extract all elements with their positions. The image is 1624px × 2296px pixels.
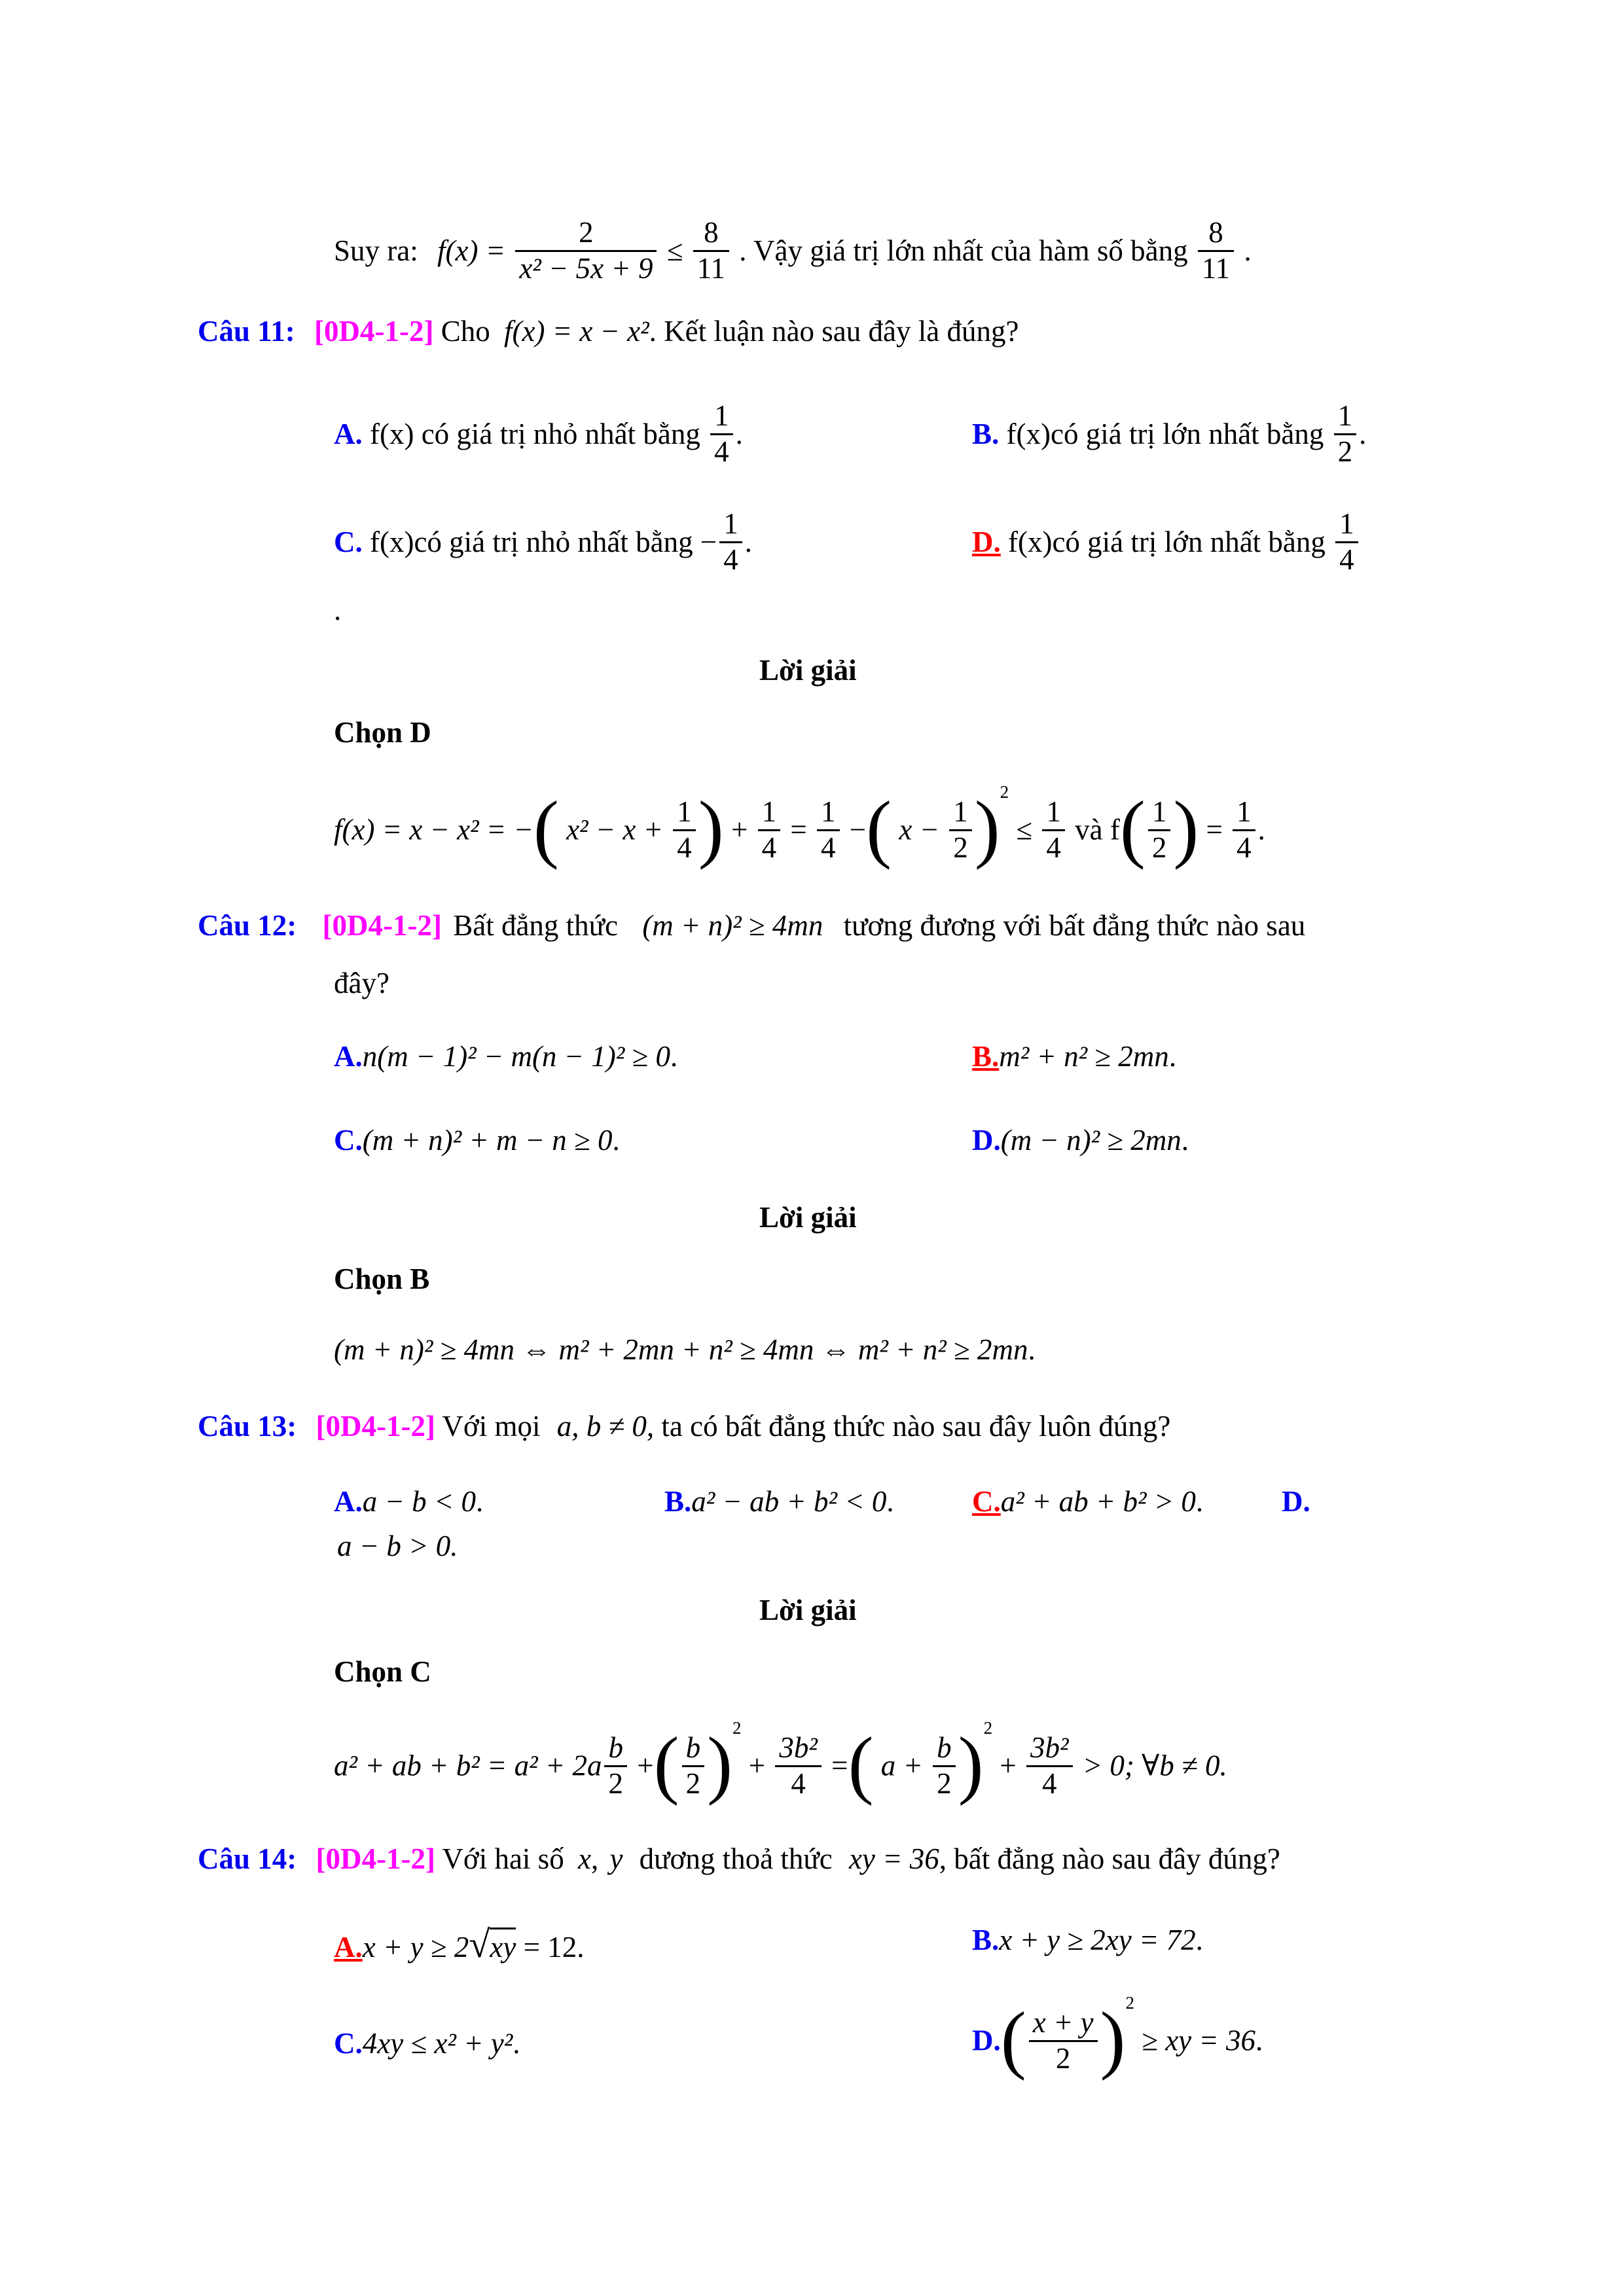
q14-stem [198, 1844, 1280, 1874]
exponent: 2 [983, 1718, 993, 1738]
sol-part: a² + ab + b² = a² + 2a [334, 1749, 602, 1782]
option-end: . [1195, 1485, 1204, 1518]
stem-post: tương đương với bất đẳng thức nào sau [843, 909, 1306, 942]
stem-mid: dương thoả thức [639, 1842, 833, 1875]
fraction [1233, 795, 1255, 865]
fraction-numerator: 1 [1042, 795, 1065, 831]
fraction-denominator: 11 [696, 251, 726, 285]
fraction-denominator: 4 [821, 831, 836, 864]
paren-open: ( [533, 786, 559, 871]
fraction-denominator: 4 [1339, 543, 1354, 576]
option-letter: A. [334, 1485, 363, 1518]
q13-option-c[interactable] [972, 1487, 1203, 1516]
fraction-denominator: 4 [723, 543, 738, 576]
fraction-numerator: 2 [515, 216, 657, 252]
q13-solution-equation [334, 1718, 1227, 1807]
fraction-denominator: x² − 5x + 9 [519, 251, 653, 285]
q11-option-a[interactable] [334, 399, 743, 469]
option-end: . [612, 1124, 620, 1157]
option-math: a − b < 0 [362, 1485, 476, 1518]
option-fraction [1335, 507, 1358, 577]
option-letter: C. [334, 2027, 363, 2060]
q14-option-d[interactable] [972, 1993, 1263, 2082]
option-end: . [513, 2027, 520, 2060]
question-tag: [0D4-1-2] [316, 1842, 435, 1875]
fraction-numerator: b [933, 1731, 956, 1767]
fraction [1029, 2006, 1098, 2076]
fraction [1042, 795, 1065, 865]
stem-post: . Kết luận nào sau đây là đúng? [649, 315, 1019, 348]
option-math: a² − ab + b² < 0 [691, 1485, 887, 1518]
sol-part: = [1206, 813, 1223, 846]
option-math: x + y ≥ 2xy = 72 [999, 1924, 1196, 1956]
option-end: . [1195, 1924, 1203, 1956]
paren-open: ( [1119, 786, 1146, 871]
stem-pre: Cho [441, 315, 490, 348]
question-tag: [0D4-1-2] [322, 909, 442, 942]
stem-math: f(x) = x − x² [504, 315, 649, 348]
fraction [817, 795, 840, 865]
option-math: m² + n² ≥ 2mn [999, 1040, 1169, 1073]
sol-part: > 0; ∀b ≠ 0. [1082, 1749, 1227, 1782]
stem-comma: , [590, 1842, 599, 1875]
question-label: Câu 14: [198, 1842, 297, 1875]
option-end: . [886, 1485, 894, 1518]
option-math: x + y ≥ 2 [362, 1931, 469, 1964]
q13-solution-title: Lời giải [759, 1594, 857, 1626]
fraction-denominator: 2 [1337, 435, 1353, 468]
option-fraction [710, 399, 733, 469]
fraction-denominator: 2 [953, 831, 968, 864]
sol-part: f(x) = x − x² = − [334, 813, 533, 846]
fraction [949, 795, 972, 865]
paren-close: ) [707, 1722, 733, 1807]
q12-option-b[interactable] [972, 1042, 1176, 1071]
fraction [775, 1731, 821, 1801]
fraction-numerator: 3b² [1026, 1731, 1073, 1767]
option-end: . [1359, 417, 1367, 450]
option-letter: A. [334, 1040, 363, 1073]
fraction [604, 1731, 627, 1801]
paren-close: ) [958, 1722, 984, 1807]
sol-part: x² − x + [566, 813, 663, 846]
option-math: 4xy ≤ x² + y² [362, 2027, 513, 2060]
q12-option-a[interactable] [334, 1042, 677, 1071]
stem-y: y [609, 1842, 623, 1875]
fraction-numerator: 1 [949, 795, 972, 831]
question-label: Câu 12: [198, 909, 297, 942]
fraction-numerator: 1 [1148, 795, 1171, 831]
fraction [758, 795, 781, 865]
fraction [682, 1731, 705, 1801]
paren-close: ) [698, 786, 724, 871]
fraction-numerator: 3b² [775, 1731, 821, 1767]
fraction-numerator: 1 [710, 399, 733, 435]
solution-math: (m + n)² ≥ 4mn ⇔ m² + 2mn + n² ≥ 4mn ⇔ m² + n² ≥ 2mn [334, 1333, 1028, 1366]
stem-post: , bất đẳng nào sau đây đúng? [939, 1842, 1280, 1875]
fraction-numerator: b [604, 1731, 627, 1767]
fraction-numerator: b [682, 1731, 705, 1767]
option-fraction [719, 507, 742, 577]
fraction-denominator: 4 [1046, 831, 1061, 864]
sol-part: + [637, 1749, 654, 1782]
sol-part: = [790, 813, 807, 846]
fraction [673, 795, 696, 865]
q11-stray-dot: . [334, 594, 342, 626]
q13-stem [198, 1412, 1170, 1441]
intro-le: ≤ [666, 234, 683, 267]
question-tag: [0D4-1-2] [314, 315, 434, 348]
sqrt-radicand: xy [490, 1928, 516, 1964]
paren-open: ( [848, 1722, 874, 1807]
q12-option-c[interactable] [334, 1126, 620, 1155]
intro-fraction-1 [515, 216, 657, 286]
sol-part: + [731, 813, 748, 846]
question-label: Câu 13: [198, 1410, 297, 1443]
option-letter: D. [972, 1124, 1001, 1157]
q11-solution-title: Lời giải [759, 654, 857, 687]
fraction-denominator: 4 [677, 831, 692, 864]
q13-choice: Chọn C [334, 1655, 431, 1688]
option-letter-correct: D. [972, 525, 1001, 558]
stem-pre: Với mọi [442, 1410, 541, 1443]
sol-part: + [748, 1749, 766, 1782]
fraction-numerator: 1 [758, 795, 781, 831]
stem-math: xy = 36 [848, 1842, 939, 1875]
option-letter-correct: B. [972, 1040, 1000, 1073]
option-end: . [577, 1931, 585, 1964]
fraction-numerator: 1 [719, 507, 742, 543]
paren-close: ) [974, 786, 1000, 871]
option-letter-correct: C. [972, 1485, 1001, 1518]
sol-part: + [1000, 1749, 1017, 1782]
intro-fraction-3 [1198, 216, 1234, 286]
q13-option-b[interactable] [664, 1487, 894, 1516]
stem-x: x [577, 1842, 591, 1875]
fraction-numerator: 8 [1198, 216, 1234, 252]
q11-option-d[interactable] [972, 507, 1361, 577]
option-end: . [1181, 1124, 1189, 1157]
option-letter: B. [972, 417, 1000, 450]
fraction-numerator: 1 [1334, 399, 1357, 435]
option-letter: B. [664, 1485, 692, 1518]
fraction-denominator: 4 [791, 1767, 806, 1800]
option-math: a² + ab + b² > 0 [1000, 1485, 1196, 1518]
fraction-numerator: x + y [1029, 2006, 1098, 2042]
intro-text: . Vậy giá trị lớn nhất của hàm số bằng [739, 234, 1188, 267]
fraction-numerator: 1 [817, 795, 840, 831]
q12-solution-title: Lời giải [759, 1201, 857, 1234]
stem-pre: Bất đẳng thức [453, 909, 619, 942]
q13-option-d[interactable] [1282, 1487, 1310, 1516]
paren-open: ( [866, 786, 892, 871]
option-end: . [744, 525, 752, 558]
fraction-denominator: 2 [1055, 2041, 1071, 2075]
intro-fx: f(x) = [437, 234, 506, 267]
q11-choice: Chọn D [334, 716, 431, 749]
fraction-denominator: 4 [714, 435, 729, 468]
option-end: . [1168, 1040, 1177, 1073]
paren-close: ) [1173, 786, 1199, 871]
option-letter: A. [334, 417, 363, 450]
fraction-numerator: 8 [693, 216, 729, 252]
q11-option-c[interactable] [334, 507, 752, 577]
q11-solution-equation [334, 782, 1265, 871]
q13-option-a[interactable] [334, 1487, 483, 1516]
sol-part: = [831, 1749, 848, 1782]
q14-option-a[interactable] [334, 1923, 585, 1965]
q11-option-b[interactable] [972, 399, 1366, 469]
option-letter: D. [1282, 1485, 1310, 1518]
sol-part: ≤ [1016, 813, 1033, 846]
option-text: f(x)có giá trị lớn nhất bằng [1006, 417, 1324, 450]
option-fraction [1334, 399, 1357, 469]
fraction [933, 1731, 956, 1801]
sqrt-icon: √ [469, 1923, 490, 1965]
option-letter: C. [334, 525, 363, 558]
option-sign: − [700, 525, 717, 558]
intro-prefix: Suy ra: [334, 234, 418, 267]
sol-part: − [849, 813, 867, 846]
fraction [1148, 795, 1171, 865]
q14-option-b[interactable] [972, 1926, 1203, 1955]
q14-option-c[interactable] [334, 2029, 520, 2058]
option-end: . [1255, 2024, 1263, 2057]
question-tag: [0D4-1-2] [316, 1410, 435, 1443]
fraction-denominator: 2 [608, 1767, 623, 1800]
fraction-denominator: 11 [1201, 251, 1231, 285]
option-end: . [475, 1485, 484, 1518]
option-math: n(m − 1)² − m(n − 1)² ≥ 0 [362, 1040, 670, 1073]
sol-end: . [1257, 813, 1265, 846]
option-text: f(x)có giá trị lớn nhất bằng [1008, 525, 1326, 558]
option-text: f(x)có giá trị nhỏ nhất bằng [370, 525, 693, 558]
q12-choice: Chọn B [334, 1263, 430, 1295]
fraction-denominator: 2 [1151, 831, 1167, 864]
stem-pre: Với hai số [442, 1842, 564, 1875]
q12-solution [334, 1335, 1036, 1365]
exponent: 2 [1000, 782, 1009, 802]
paren-close: ) [1100, 1997, 1126, 2082]
q13-option-d-text: a − b > 0. [337, 1530, 458, 1562]
exponent: 2 [1125, 1993, 1134, 2013]
option-math-post: ≥ xy = 36 [1142, 2024, 1256, 2057]
solution-end: . [1028, 1333, 1036, 1366]
fraction [1026, 1731, 1073, 1801]
fraction-denominator: 4 [1236, 831, 1252, 864]
sol-part: x − [899, 813, 939, 846]
stem-math: (m + n)² ≥ 4mn [642, 909, 823, 942]
exponent: 2 [732, 1718, 742, 1738]
question-label: Câu 11: [198, 315, 295, 348]
fraction-numerator: 1 [1335, 507, 1358, 543]
fraction-denominator: 2 [937, 1767, 952, 1800]
option-letter: D. [972, 2024, 1001, 2057]
paren-open: ( [653, 1722, 679, 1807]
option-end: . [735, 417, 743, 450]
option-math-post: = 12 [523, 1931, 577, 1964]
stem-math: a, b ≠ 0 [556, 1410, 647, 1443]
q12-stem-line2: đây? [334, 967, 389, 999]
option-letter-correct: A. [334, 1931, 363, 1964]
sol-part: a + [880, 1749, 923, 1782]
fraction-numerator: 1 [1233, 795, 1255, 831]
intro-fraction-2 [693, 216, 729, 286]
option-letter: B. [972, 1924, 1000, 1956]
fraction-denominator: 4 [1042, 1767, 1057, 1800]
intro-end: . [1244, 234, 1252, 267]
option-math: (m − n)² ≥ 2mn [1000, 1124, 1182, 1157]
fraction-numerator: 1 [673, 795, 696, 831]
fraction-denominator: 4 [761, 831, 777, 864]
stem-post: , ta có bất đẳng thức nào sau đây luôn đúng? [646, 1410, 1171, 1443]
q12-stem [198, 911, 1428, 941]
q11-stem [198, 317, 1019, 346]
option-text: f(x) có giá trị nhỏ nhất bằng [370, 417, 700, 450]
option-math: (m + n)² + m − n ≥ 0 [362, 1124, 613, 1157]
option-end: . [670, 1040, 678, 1073]
q12-option-d[interactable] [972, 1126, 1189, 1155]
sol-part: và f [1075, 813, 1120, 846]
fraction-denominator: 2 [685, 1767, 701, 1800]
option-letter: C. [334, 1124, 363, 1157]
intro-line [334, 216, 1252, 285]
paren-open: ( [1000, 1997, 1026, 2082]
